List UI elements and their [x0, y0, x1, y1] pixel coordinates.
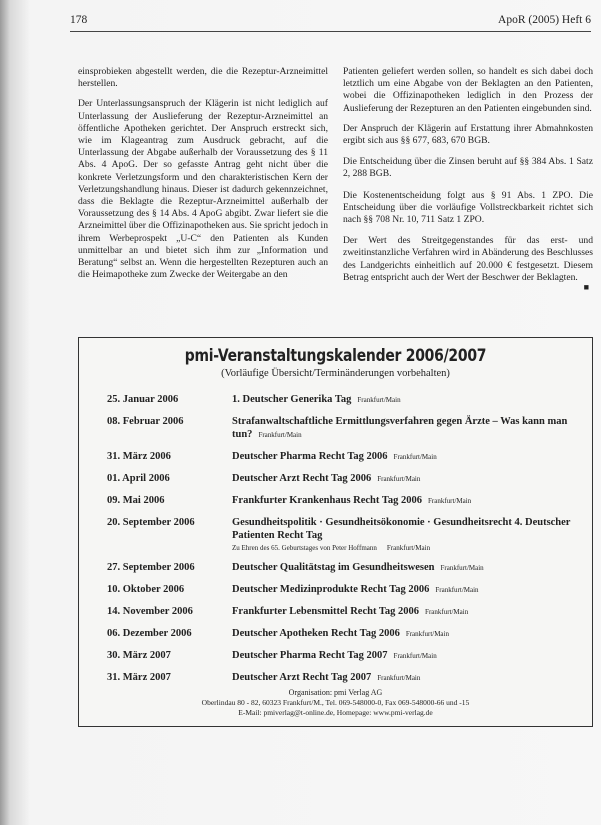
- event-city: Frankfurt/Main: [393, 652, 437, 660]
- event-note: Zu Ehren des 65. Geburtstages von Peter Hoffmann: [232, 544, 377, 552]
- paragraph: Der Unterlassungsanspruch der Klägerin ist nicht lediglich auf Unterlassung der Auslieferung der Rezeptur-Arzneimittel an öffentliche Apotheken gerichtet. Der Anspruch erstreckt sich, wie im Klageantrag zum Ausdruck gebracht, auf die Unterlassung der Abgabe außerhalb der Voraussetzung des § 11 Abs. 4 ApoG. Der so gefasste Antrag geht nicht über die konkrete Verletzungsform und den charakteristischen Kern der Verletzungshandlung hinaus. Dieser ist dadurch gekennzeichnet, dass die Beklagte die Rezeptur-Arzneimittel außerhalb der Voraussetzung des § 14 Abs. 4 ApoG abgibt. Zwar liefert sie die Arzneimittel über die Offizinapotheken aus. Sie spricht jedoch in ihrem Werbeprospekt „U-C“ den Patienten als Kunden unmittelbar an und bietet sich ihm zur „Information und Beratung“ selbst an. Wenn die hergestellten Rezepturen auch an die Heimapotheke zum Zwecke der Weitergabe an den: [78, 98, 328, 281]
- event-city: Frankfurt/Main: [405, 630, 449, 638]
- event-city: Frankfurt/Main: [258, 431, 302, 439]
- event-title: Frankfurter Lebensmittel Recht Tag 2006: [232, 606, 420, 617]
- paragraph: Die Entscheidung über die Zinsen beruht auf §§ 384 Abs. 1 Satz 2, 288 BGB.: [343, 156, 593, 180]
- event-row: [107, 450, 587, 464]
- event-title: Frankfurter Krankenhaus Recht Tag 2006: [232, 495, 422, 506]
- paragraph: Der Anspruch der Klägerin auf Erstattung ihrer Abmahnkosten ergibt sich aus §§ 677, 683, 670 BGB.: [343, 122, 593, 147]
- running-header: [70, 14, 591, 30]
- event-date: 30. März 2007: [107, 650, 171, 661]
- organizer-address: Oberlindau 80 - 82, 60323 Frankfurt/M., Tel. 069-548000-0, Fax 069-548000-66 und -15: [201, 698, 470, 707]
- paragraph: Der Wert des Streitgegenstandes für das erst- und zweitinstanzliche Verfahren wird in Abänderung des Beschlusses des Landgerichts einheitlich auf 20.000 € festgesetzt. Diesem Betrag entspricht auch der Wert der Beschwer der Beklagten.: [343, 235, 593, 283]
- event-title: Deutscher Medizinprodukte Recht Tag 2006: [232, 584, 430, 595]
- event-row: [107, 649, 587, 663]
- event-title: Strafanwaltschaftliche Ermittlungsverfahren gegen Ärzte – Was kann man tun?: [232, 416, 568, 440]
- event-title: Deutscher Apotheken Recht Tag 2006: [232, 628, 400, 639]
- event-city: Frankfurt/Main: [357, 396, 401, 404]
- event-row: [107, 671, 587, 685]
- event-row: [107, 393, 587, 407]
- event-row: [107, 415, 587, 442]
- event-row: [107, 583, 587, 597]
- event-title: Gesundheitspolitik · Gesundheitsökonomie · Gesundheitsrecht 4. Deutscher Patienten Recht Tag: [232, 517, 571, 541]
- event-city: Frankfurt/Main: [377, 475, 421, 483]
- journal-citation: ApoR (2005) Heft 6: [498, 14, 591, 26]
- event-city: Frankfurt/Main: [393, 453, 437, 461]
- end-mark-icon: ■: [583, 281, 589, 292]
- event-row: [107, 494, 587, 508]
- event-row: [107, 605, 587, 619]
- left-text-column: [78, 66, 328, 290]
- event-city: Frankfurt/Main: [440, 564, 484, 572]
- event-city: Frankfurt/Main: [428, 497, 472, 505]
- event-date: 20. September 2006: [107, 517, 195, 528]
- event-date: 14. November 2006: [107, 606, 193, 617]
- organizer-label: Organisation: pmi Verlag AG: [288, 688, 383, 697]
- calendar-subtitle: (Vorläufige Übersicht/Terminänderungen vorbehalten): [221, 368, 450, 379]
- event-row: [107, 516, 587, 553]
- event-calendar-box: [78, 337, 593, 727]
- paragraph: einsprobieken abgestellt werden, die die Rezeptur-Arzneimittel herstellen.: [78, 66, 328, 90]
- event-date: 08. Februar 2006: [107, 416, 184, 427]
- organizer-contact: E-Mail: pmiverlag@t-online.de, Homepage: www.pmi-verlag.de: [238, 708, 433, 717]
- event-row: [107, 561, 587, 575]
- event-city: Frankfurt/Main: [377, 674, 421, 682]
- event-title: Deutscher Qualitätstag im Gesundheitswesen: [232, 562, 435, 573]
- event-row: [107, 627, 587, 641]
- paragraph: Die Kostenentscheidung folgt aus § 91 Abs. 1 ZPO. Die Entscheidung über die vorläufige Vollstreckbarkeit richtet sich nach §§ 708 Nr. 10, 711 Satz 1 ZPO.: [343, 189, 593, 226]
- paragraph: Patienten geliefert werden sollen, so handelt es sich dabei doch letztlich um eine Abgabe von der Beklagten an den Patienten, wobei die Offizinapotheken lediglich in den Prozess der Auslieferung der Rezepturen an den Patienten eingebunden sind.: [343, 66, 593, 114]
- event-title: Deutscher Arzt Recht Tag 2006: [232, 473, 372, 484]
- calendar-title: pmi-Veranstaltungskalender 2006/2007: [184, 346, 487, 366]
- right-text-column: [343, 66, 593, 293]
- organizer-block: [79, 688, 592, 718]
- event-title: 1. Deutscher Generika Tag: [232, 394, 352, 405]
- event-row: [107, 472, 587, 486]
- event-date: 27. September 2006: [107, 562, 195, 573]
- event-title: Deutscher Arzt Recht Tag 2007: [232, 672, 372, 683]
- event-date: 06. Dezember 2006: [107, 628, 192, 639]
- event-city: Frankfurt/Main: [386, 544, 431, 552]
- event-title: Deutscher Pharma Recht Tag 2007: [232, 650, 388, 661]
- event-city: Frankfurt/Main: [425, 608, 469, 616]
- header-rule: [70, 31, 591, 32]
- event-date: 10. Oktober 2006: [107, 584, 185, 595]
- event-date: 25. Januar 2006: [107, 394, 179, 405]
- event-date: 31. März 2007: [107, 672, 171, 683]
- event-title: Deutscher Pharma Recht Tag 2006: [232, 451, 388, 462]
- page-number: 178: [70, 14, 88, 26]
- event-date: 09. Mai 2006: [107, 495, 165, 506]
- event-city: Frankfurt/Main: [435, 586, 479, 594]
- event-date: 31. März 2006: [107, 451, 171, 462]
- event-date: 01. April 2006: [107, 473, 170, 484]
- event-list: [107, 393, 587, 693]
